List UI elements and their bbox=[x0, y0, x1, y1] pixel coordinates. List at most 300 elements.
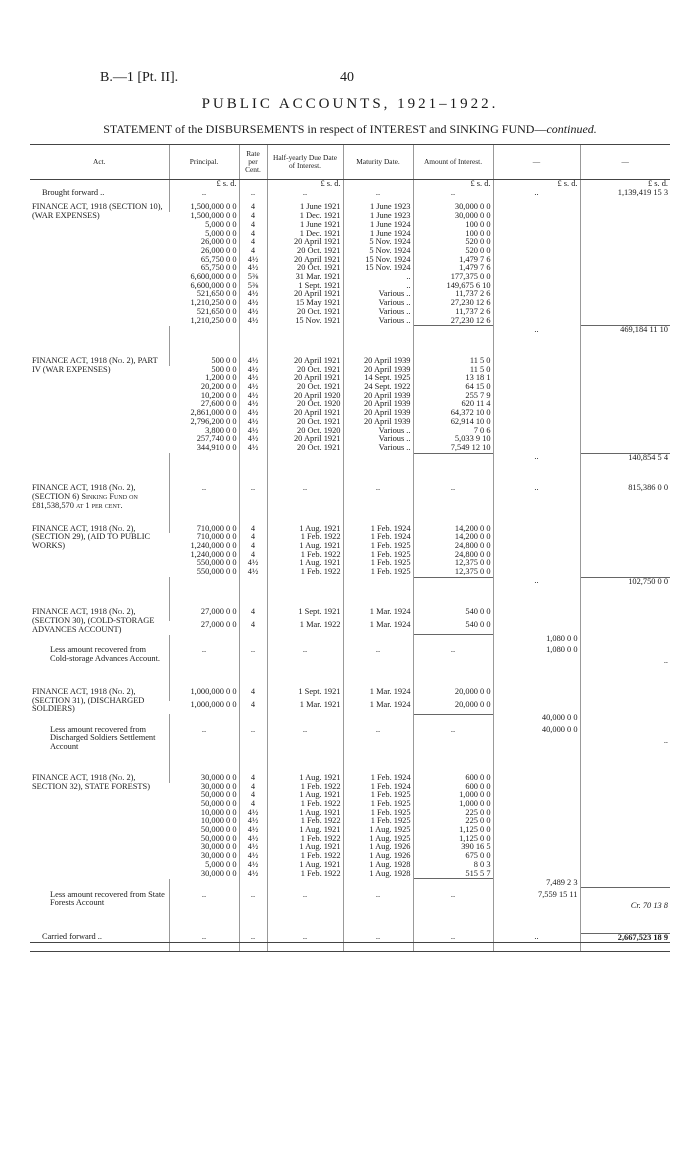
subtotal-cell bbox=[493, 230, 580, 239]
act-label: FINANCE ACT, 1918 (No. 2), (SECTION 31), (DISCHARGED SOLDIERS) bbox=[32, 687, 145, 714]
subtotal-cell bbox=[493, 701, 580, 714]
empty-cell bbox=[30, 453, 169, 462]
interest-cell: 14,200 0 0 bbox=[413, 525, 493, 534]
empty-cell bbox=[343, 879, 413, 888]
maturity-cell: 20 April 1939 bbox=[343, 357, 413, 366]
group-total bbox=[580, 383, 670, 392]
group-total bbox=[580, 221, 670, 230]
group-total bbox=[580, 843, 670, 852]
empty-mark: .. bbox=[493, 189, 580, 198]
subtotal-cell bbox=[493, 852, 580, 861]
due-date-cell: 20 April 1921 bbox=[267, 435, 343, 444]
rate-cell: 4½ bbox=[239, 256, 267, 265]
interest-cell: 24,800 0 0 bbox=[413, 542, 493, 551]
empty-mark: .. bbox=[267, 933, 343, 943]
group-total bbox=[580, 409, 670, 418]
rate-cell: 4 bbox=[239, 791, 267, 800]
principal-cell: 30,000 0 0 bbox=[200, 869, 237, 878]
rate-cell: 4½ bbox=[239, 870, 267, 879]
subtotal-cell bbox=[493, 383, 580, 392]
rate-cell: 4½ bbox=[239, 299, 267, 308]
due-date-cell: 20 Oct. 1921 bbox=[267, 264, 343, 273]
rate-cell: 4½ bbox=[239, 568, 267, 577]
group-total bbox=[580, 357, 670, 366]
subtotal-cell bbox=[493, 688, 580, 701]
empty-cell bbox=[239, 714, 267, 723]
due-date-cell: 1 Feb. 1922 bbox=[267, 835, 343, 844]
due-date-cell: 20 April 1921 bbox=[267, 256, 343, 265]
empty-cell bbox=[239, 326, 267, 335]
group-total bbox=[580, 852, 670, 861]
maturity-cell: 20 April 1939 bbox=[343, 418, 413, 427]
empty-cell bbox=[580, 714, 670, 723]
principal-cell: 30,000 0 0 bbox=[169, 774, 239, 783]
subtotal-cell bbox=[493, 525, 580, 534]
rate-cell: 4½ bbox=[239, 444, 267, 453]
empty-cell bbox=[169, 577, 239, 586]
due-date-cell: 20 Oct. 1921 bbox=[267, 308, 343, 317]
principal-cell: 2,796,200 0 0 bbox=[190, 417, 237, 426]
empty-mark: .. bbox=[239, 643, 267, 666]
group-total bbox=[580, 791, 670, 800]
principal-cell: 50,000 0 0 bbox=[200, 799, 237, 808]
maturity-cell: Various .. bbox=[343, 444, 413, 453]
act-label: FINANCE ACT, 1918 (No. 2), (SECTION 29), (AID TO PUBLIC WORKS) bbox=[32, 524, 151, 550]
maturity-cell: Various .. bbox=[343, 427, 413, 436]
due-date-cell: 1 Aug. 1921 bbox=[267, 542, 343, 551]
group-total bbox=[580, 621, 670, 634]
due-date-cell: 1 Feb. 1922 bbox=[267, 533, 343, 542]
interest-cell: 14,200 0 0 bbox=[413, 533, 493, 542]
subtotal-cell bbox=[493, 800, 580, 809]
principal-cell: 26,000 0 0 bbox=[200, 246, 237, 255]
principal-cell: 26,000 0 0 bbox=[200, 238, 237, 247]
rate-cell: 4 bbox=[239, 608, 267, 621]
empty-cell bbox=[267, 635, 343, 644]
act-label: FINANCE ACT, 1918 (No. 2), PART IV (WAR EXPENSES) bbox=[32, 356, 158, 374]
due-date-cell: 15 Nov. 1921 bbox=[267, 317, 343, 326]
empty-mark: .. bbox=[267, 723, 343, 752]
col-rate: Rate per Cent. bbox=[239, 145, 267, 180]
statement-subtitle: STATEMENT of the DISBURSEMENTS in respect of INTEREST and SINKING FUND—continued. bbox=[103, 122, 597, 136]
empty-cell bbox=[343, 635, 413, 644]
col-amount: Amount of Interest. bbox=[413, 145, 493, 180]
principal-cell: 27,600 0 0 bbox=[200, 400, 237, 409]
principal-cell: 1,500,000 0 0 bbox=[169, 203, 239, 212]
interest-cell: 20,000 0 0 bbox=[413, 701, 493, 714]
principal-cell: 65,750 0 0 bbox=[200, 264, 237, 273]
empty-mark: .. bbox=[413, 888, 493, 911]
due-date-cell: 1 June 1921 bbox=[267, 203, 343, 212]
interest-cell: 100 0 0 bbox=[413, 230, 493, 239]
table-row bbox=[30, 203, 670, 212]
empty-mark: .. bbox=[239, 933, 267, 943]
rate-cell: 4 bbox=[239, 221, 267, 230]
rule-cell bbox=[413, 635, 493, 644]
principal-cell: 50,000 0 0 bbox=[200, 791, 237, 800]
empty-mark: .. bbox=[343, 484, 413, 510]
col-subtotal: — bbox=[493, 145, 580, 180]
group-total bbox=[580, 317, 670, 326]
rate-cell: 4½ bbox=[239, 427, 267, 436]
subtotal-cell bbox=[493, 308, 580, 317]
principal-cell: 20,200 0 0 bbox=[200, 383, 237, 392]
due-date-cell: 1 Feb. 1922 bbox=[267, 568, 343, 577]
empty-mark: .. bbox=[239, 484, 267, 510]
subtotal-cell bbox=[493, 444, 580, 453]
rule-cell bbox=[413, 326, 493, 335]
group-total bbox=[580, 400, 670, 409]
subtotal-cell bbox=[493, 783, 580, 792]
brought-forward-total: 1,139,419 15 3 bbox=[580, 189, 670, 198]
group-total bbox=[580, 568, 670, 577]
subtotal-cell bbox=[493, 427, 580, 436]
empty-mark: .. bbox=[413, 189, 493, 198]
less-recovered-row bbox=[30, 888, 670, 911]
maturity-cell: .. bbox=[343, 273, 413, 282]
spacer-row bbox=[30, 586, 670, 608]
empty-cell bbox=[239, 577, 267, 586]
group-total bbox=[580, 264, 670, 273]
carried-forward-label: Carried forward .. bbox=[30, 933, 169, 943]
subtotal-cell bbox=[493, 870, 580, 879]
interest-cell: 8 0 3 bbox=[413, 861, 493, 870]
group-total bbox=[580, 212, 670, 221]
page-number: 40 bbox=[340, 70, 354, 85]
rate-cell: 4 bbox=[239, 203, 267, 212]
maturity-cell: 1 Feb. 1925 bbox=[343, 542, 413, 551]
subtotal-cell bbox=[493, 809, 580, 818]
due-date-cell: 20 April 1921 bbox=[267, 357, 343, 366]
maturity-cell: 1 Feb. 1924 bbox=[343, 525, 413, 534]
subtotal-cell bbox=[493, 835, 580, 844]
group-total bbox=[580, 247, 670, 256]
group-total bbox=[580, 418, 670, 427]
interest-cell: 100 0 0 bbox=[413, 221, 493, 230]
rate-cell: 4 bbox=[239, 701, 267, 714]
maturity-cell: 1 Feb. 1925 bbox=[343, 809, 413, 818]
unit-label: £ s. d. bbox=[413, 180, 493, 189]
group-total bbox=[580, 809, 670, 818]
principal-cell: 10,200 0 0 bbox=[200, 391, 237, 400]
rate-cell: 4½ bbox=[239, 400, 267, 409]
interest-cell: 27,230 12 6 bbox=[413, 317, 493, 326]
empty-cell bbox=[267, 326, 343, 335]
interest-cell: 12,375 0 0 bbox=[413, 559, 493, 568]
due-date-cell: 1 Mar. 1922 bbox=[267, 621, 343, 634]
group-total: Cr. 70 13 8 bbox=[580, 888, 670, 911]
interest-cell: 515 5 7 bbox=[413, 870, 493, 879]
maturity-cell: 1 Feb. 1925 bbox=[343, 568, 413, 577]
act-label: FINANCE ACT, 1918 (SECTION 10), (WAR EXPENSES) bbox=[32, 203, 163, 221]
col-due-date: Half-yearly Due Date of Interest. bbox=[267, 145, 343, 180]
maturity-cell: 1 Aug. 1925 bbox=[343, 826, 413, 835]
spacer-row bbox=[30, 335, 670, 357]
subtotal-cell bbox=[493, 374, 580, 383]
rate-cell: 4½ bbox=[239, 374, 267, 383]
principal-cell: 6,600,000 0 0 bbox=[190, 273, 237, 282]
due-date-cell: 20 April 1921 bbox=[267, 409, 343, 418]
rate-cell: 4½ bbox=[239, 817, 267, 826]
empty-mark: .. bbox=[267, 643, 343, 666]
maturity-cell: Various .. bbox=[343, 308, 413, 317]
carried-forward-row bbox=[30, 933, 670, 943]
principal-cell: 500 0 0 bbox=[169, 357, 239, 366]
unit-label: £ s. d. bbox=[493, 180, 580, 189]
maturity-cell: 14 Sept. 1925 bbox=[343, 374, 413, 383]
principal-cell: 6,600,000 0 0 bbox=[190, 281, 237, 290]
rule-cell bbox=[413, 453, 493, 462]
subtotal-cell bbox=[493, 791, 580, 800]
group-total bbox=[580, 701, 670, 714]
group-total bbox=[580, 256, 670, 265]
group-total: 102,750 0 0 bbox=[580, 577, 670, 586]
empty-mark: .. bbox=[169, 484, 239, 510]
rate-cell: 4½ bbox=[239, 308, 267, 317]
principal-cell: 50,000 0 0 bbox=[200, 834, 237, 843]
document-reference: B.—1 [Pt. II]. bbox=[100, 70, 179, 85]
maturity-cell: 1 Feb. 1924 bbox=[343, 533, 413, 542]
rate-cell: 4½ bbox=[239, 809, 267, 818]
principal-cell: 521,650 0 0 bbox=[196, 290, 237, 299]
subtotal-cell bbox=[493, 774, 580, 783]
subtotal-cell bbox=[493, 861, 580, 870]
rule-cell bbox=[413, 714, 493, 723]
group-total bbox=[580, 444, 670, 453]
empty-cell bbox=[343, 714, 413, 723]
principal-cell: 1,000,000 0 0 bbox=[169, 688, 239, 701]
due-date-cell: 20 April 1920 bbox=[267, 392, 343, 401]
due-date-cell: 1 Aug. 1921 bbox=[267, 826, 343, 835]
subtotal-cell bbox=[493, 264, 580, 273]
subtotal-cell bbox=[493, 290, 580, 299]
principal-cell: 1,210,250 0 0 bbox=[190, 316, 237, 325]
spacer-row bbox=[30, 666, 670, 688]
col-total: — bbox=[580, 145, 670, 180]
empty-cell bbox=[343, 577, 413, 586]
interest-cell: 11 5 0 bbox=[413, 366, 493, 375]
group-total bbox=[580, 688, 670, 701]
due-date-cell: 1 Feb. 1922 bbox=[267, 817, 343, 826]
interest-cell: 24,800 0 0 bbox=[413, 551, 493, 560]
due-date-cell: 20 Oct. 1920 bbox=[267, 400, 343, 409]
empty-cell bbox=[343, 326, 413, 335]
subtotal-cell bbox=[493, 392, 580, 401]
interest-cell: 225 0 0 bbox=[413, 817, 493, 826]
group-total bbox=[580, 783, 670, 792]
page-header bbox=[100, 70, 660, 90]
recovered-value: 7,559 15 11 bbox=[493, 888, 580, 911]
total-row bbox=[30, 577, 670, 586]
empty-mark: .. bbox=[343, 189, 413, 198]
due-date-cell: 20 Oct. 1921 bbox=[267, 383, 343, 392]
maturity-cell: Various .. bbox=[343, 290, 413, 299]
unit-label: £ s. d. bbox=[169, 180, 239, 189]
subtotal-cell bbox=[493, 212, 580, 221]
rate-cell: 5⅜ bbox=[239, 273, 267, 282]
empty-cell bbox=[30, 714, 169, 723]
due-date-cell: 20 Oct. 1921 bbox=[267, 418, 343, 427]
maturity-cell: 15 Nov. 1924 bbox=[343, 256, 413, 265]
group-total: .. bbox=[580, 643, 670, 666]
interest-cell: 540 0 0 bbox=[413, 621, 493, 634]
principal-cell: 1,240,000 0 0 bbox=[190, 541, 237, 550]
due-date-cell: 20 April 1921 bbox=[267, 238, 343, 247]
empty-cell bbox=[239, 635, 267, 644]
less-recovered-row bbox=[30, 723, 670, 752]
recovered-value: 1,080 0 0 bbox=[493, 643, 580, 666]
subtotal-cell bbox=[493, 817, 580, 826]
due-date-cell: 1 Mar. 1921 bbox=[267, 701, 343, 714]
due-date-cell: 1 Sept. 1921 bbox=[267, 282, 343, 291]
empty-mark: .. bbox=[169, 888, 239, 911]
group-total bbox=[580, 435, 670, 444]
rate-cell: 4½ bbox=[239, 852, 267, 861]
principal-cell: 3,800 0 0 bbox=[205, 426, 237, 435]
principal-cell: 5,000 0 0 bbox=[205, 860, 237, 869]
rate-cell: 4½ bbox=[239, 861, 267, 870]
spacer-row bbox=[30, 911, 670, 934]
group-total bbox=[580, 870, 670, 879]
subtotal-cell bbox=[493, 551, 580, 560]
due-date-cell: 1 Feb. 1922 bbox=[267, 800, 343, 809]
principal-cell: 50,000 0 0 bbox=[200, 826, 237, 835]
interest-cell: 540 0 0 bbox=[413, 608, 493, 621]
group-total bbox=[580, 299, 670, 308]
interest-cell: 390 16 5 bbox=[413, 843, 493, 852]
group-total bbox=[580, 238, 670, 247]
table-body bbox=[30, 180, 670, 952]
maturity-cell: 1 Mar. 1924 bbox=[343, 701, 413, 714]
interest-cell: 11,737 2 6 bbox=[413, 308, 493, 317]
maturity-cell: 1 June 1923 bbox=[343, 203, 413, 212]
empty-cell bbox=[30, 577, 169, 586]
empty-mark: .. bbox=[267, 888, 343, 911]
interest-cell: 620 11 4 bbox=[413, 400, 493, 409]
principal-cell: 1,210,250 0 0 bbox=[190, 299, 237, 308]
page-title: PUBLIC ACCOUNTS, 1921–1922. bbox=[201, 96, 499, 112]
table-row bbox=[30, 484, 670, 510]
group-total bbox=[580, 230, 670, 239]
total-row bbox=[30, 326, 670, 335]
less-recovered-label: Less amount recovered from Cold-storage Advances Account. bbox=[50, 645, 161, 663]
due-date-cell: 20 Oct. 1920 bbox=[267, 427, 343, 436]
subtotal-value: 40,000 0 0 bbox=[493, 714, 580, 723]
spacer-row bbox=[30, 943, 670, 952]
due-date-cell: 20 April 1921 bbox=[267, 290, 343, 299]
maturity-cell: 24 Sept. 1922 bbox=[343, 383, 413, 392]
maturity-cell: 1 Mar. 1924 bbox=[343, 621, 413, 634]
rate-cell: 4 bbox=[239, 212, 267, 221]
subtotal-cell bbox=[493, 203, 580, 212]
principal-cell: 257,740 0 0 bbox=[196, 435, 237, 444]
group-total bbox=[580, 374, 670, 383]
group-total bbox=[580, 861, 670, 870]
empty-mark: .. bbox=[493, 933, 580, 943]
col-act: Act. bbox=[30, 145, 169, 180]
principal-cell: 550,000 0 0 bbox=[196, 568, 237, 577]
empty-cell bbox=[30, 879, 169, 888]
empty-mark: .. bbox=[169, 933, 239, 943]
due-date-cell: 20 Oct. 1921 bbox=[267, 366, 343, 375]
interest-cell: 7 0 6 bbox=[413, 427, 493, 436]
subtotal-cell bbox=[493, 826, 580, 835]
subtotal-cell bbox=[493, 533, 580, 542]
subtotal-cell bbox=[493, 366, 580, 375]
empty-cell bbox=[580, 879, 670, 888]
subtotal-cell bbox=[493, 568, 580, 577]
maturity-cell: 1 Feb. 1925 bbox=[343, 791, 413, 800]
rate-cell: 4½ bbox=[239, 357, 267, 366]
due-date-cell: 1 Feb. 1922 bbox=[267, 870, 343, 879]
less-recovered-label: Less amount recovered from Discharged Soldiers Settlement Account bbox=[50, 724, 156, 752]
maturity-cell: Various .. bbox=[343, 317, 413, 326]
principal-cell: 1,240,000 0 0 bbox=[190, 550, 237, 559]
subtotal-cell bbox=[493, 221, 580, 230]
group-total bbox=[580, 800, 670, 809]
empty-cell bbox=[343, 453, 413, 462]
rate-cell: 4 bbox=[239, 230, 267, 239]
subtotal-cell bbox=[493, 418, 580, 427]
interest-cell: 1,125 0 0 bbox=[413, 835, 493, 844]
spacer-row bbox=[30, 511, 670, 525]
principal-cell: 550,000 0 0 bbox=[196, 559, 237, 568]
group-total bbox=[580, 525, 670, 534]
table-row bbox=[30, 608, 670, 621]
subtotal-cell: .. bbox=[493, 484, 580, 510]
interest-cell: 5,033 9 10 bbox=[413, 435, 493, 444]
principal-cell: 30,000 0 0 bbox=[200, 843, 237, 852]
maturity-cell: 20 April 1939 bbox=[343, 400, 413, 409]
due-date-cell: 1 Dec. 1921 bbox=[267, 212, 343, 221]
interest-cell: 1,000 0 0 bbox=[413, 791, 493, 800]
group-total bbox=[580, 366, 670, 375]
interest-cell: 1,479 7 6 bbox=[413, 256, 493, 265]
act-label: FINANCE ACT, 1918 (No. 2), (SECTION 6) Sinking Fund on £81,538,570 at 1 per cent. bbox=[32, 484, 138, 510]
subtotal-cell bbox=[493, 621, 580, 634]
interest-cell: 7,549 12 10 bbox=[413, 444, 493, 453]
empty-mark: .. bbox=[239, 189, 267, 198]
due-date-cell: 20 April 1921 bbox=[267, 374, 343, 383]
principal-cell: 10,000 0 0 bbox=[200, 817, 237, 826]
group-total bbox=[580, 203, 670, 212]
empty-mark: .. bbox=[343, 723, 413, 752]
due-date-cell: 20 Oct. 1921 bbox=[267, 444, 343, 453]
total-row bbox=[30, 453, 670, 462]
principal-cell: 65,750 0 0 bbox=[200, 255, 237, 264]
subtotal-cell bbox=[493, 282, 580, 291]
maturity-cell: 1 Aug. 1928 bbox=[343, 861, 413, 870]
rate-cell: 4 bbox=[239, 525, 267, 534]
due-date-cell: 1 Sept. 1921 bbox=[267, 688, 343, 701]
maturity-cell: 1 Mar. 1924 bbox=[343, 688, 413, 701]
empty-mark: .. bbox=[267, 484, 343, 510]
principal-cell: 30,000 0 0 bbox=[200, 782, 237, 791]
act-label: FINANCE ACT, 1918 (No. 2), SECTION 32), STATE FORESTS) bbox=[32, 773, 150, 791]
group-total bbox=[580, 826, 670, 835]
maturity-cell: 1 Aug. 1926 bbox=[343, 852, 413, 861]
rate-cell: 5⅜ bbox=[239, 282, 267, 291]
rate-cell: 4 bbox=[239, 783, 267, 792]
unit-label: £ s. d. bbox=[267, 180, 343, 189]
rate-cell: 4½ bbox=[239, 835, 267, 844]
empty-mark: .. bbox=[169, 723, 239, 752]
rate-cell: 4 bbox=[239, 800, 267, 809]
maturity-cell: 1 Aug. 1925 bbox=[343, 835, 413, 844]
interest-cell: 520 0 0 bbox=[413, 238, 493, 247]
interest-cell: 27,230 12 6 bbox=[413, 299, 493, 308]
rate-cell: 4 bbox=[239, 688, 267, 701]
